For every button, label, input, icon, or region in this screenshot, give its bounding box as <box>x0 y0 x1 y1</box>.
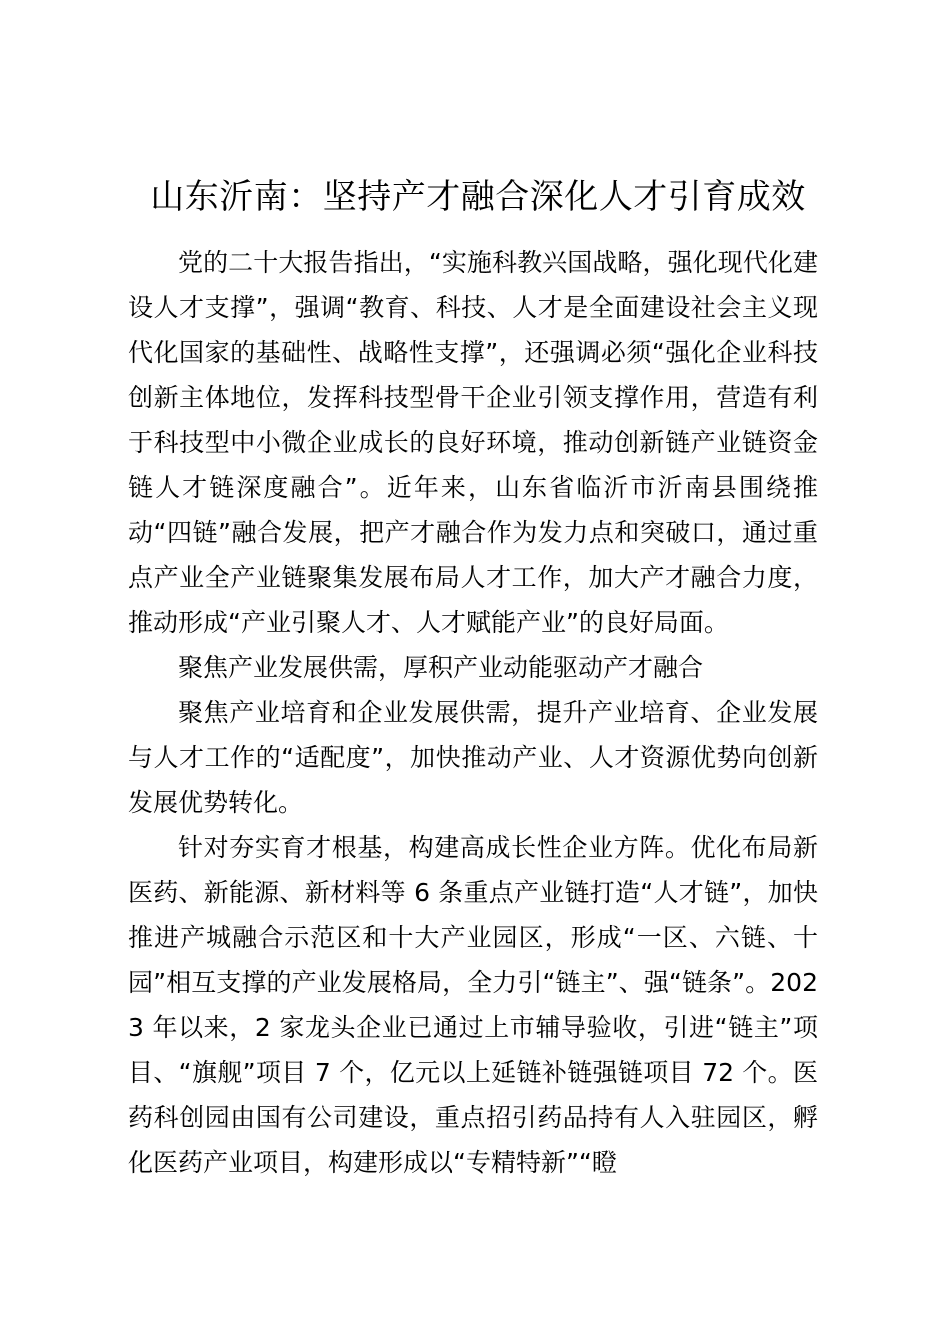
paragraph-section-intro: 聚焦产业培育和企业发展供需，提升产业培育、企业发展与人才工作的“适配度”，加快推动产业、人才资源优势向创新发展优势转化。 <box>128 698 818 817</box>
document-body <box>128 240 818 1185</box>
paragraph-intro: 党的二十大报告指出，“实施科教兴国战略，强化现代化建设人才支撑”，强调“教育、科技、人才是全面建设社会主义现代化国家的基础性、战略性支撑”，还强调必须“强化企业科技创新主体地位，发挥科技型骨干企业引领支撑作用，营造有利于科技型中小微企业成长的良好环境，推动创新链产业链资金链人才链深度融合”。近年来，山东省临沂市沂南县围绕推动“四链”融合发展，把产才融合作为发力点和突破口，通过重点产业全产业链聚集发展布局人才工作，加大产才融合力度，推动形成“产业引聚人才、人才赋能产业”的良好局面。 <box>128 248 818 637</box>
document-title: 山东沂南：坚持产才融合深化人才引育成效 <box>150 177 806 217</box>
paragraph-talent-foundation: 针对夯实育才根基，构建高成长性企业方阵。优化布局新医药、新能源、新材料等 6 条重点产业链打造“人才链”，加快推进产城融合示范区和十大产业园区，形成“一区、六链、十园”相互支撑的产业发展格局，全力引“链主”、强“链条”。2023 年以来，2 家龙头企业已通过上市辅导验收，引进“链主”项目、“旗舰”项目 7 个，亿元以上延链补链强链项目 72 个。医药科创园由国有公司建设，重点招引药品持有人入驻园区，孵化医药产业项目，构建形成以“专精特新”“瞪 <box>128 833 818 1177</box>
section-heading: 聚焦产业发展供需，厚积产业动能驱动产才融合 <box>178 653 704 682</box>
